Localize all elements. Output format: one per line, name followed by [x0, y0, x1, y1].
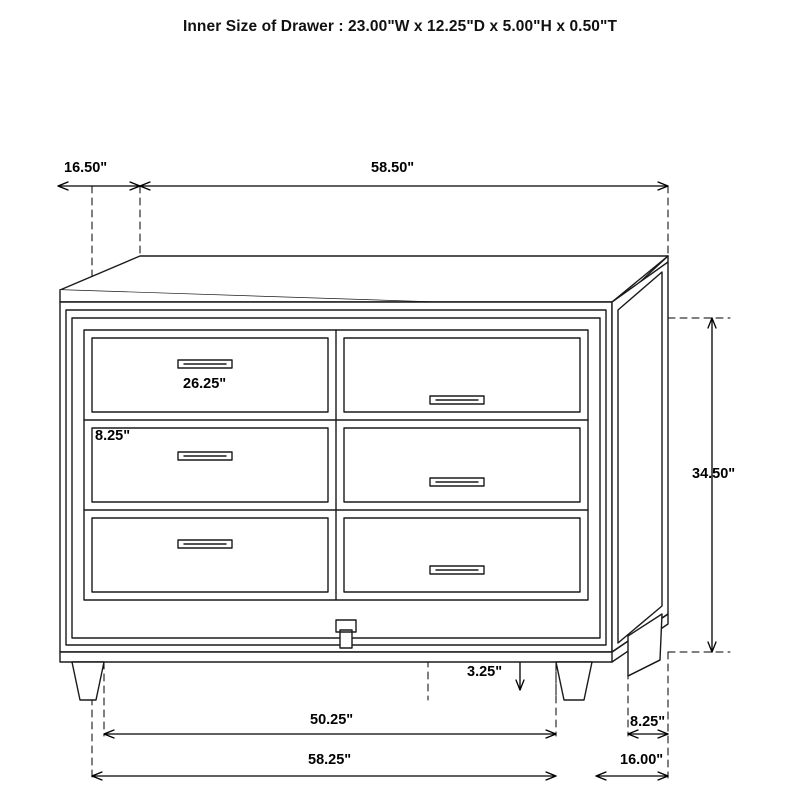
- dimension-label-leg-height: 3.25": [467, 664, 503, 680]
- dimension-label-drawer-width: 26.25": [183, 376, 227, 392]
- dimension-label-base-depth: 16.00": [620, 752, 664, 768]
- page-title: Inner Size of Drawer : 23.00"W x 12.25"D x 5.00"H x 0.50"T: [182, 18, 618, 35]
- dimension-label-base-width: 58.25": [308, 752, 352, 768]
- dimension-label-leg-depth: 8.25": [630, 714, 666, 730]
- dimension-label-width-top: 58.50": [371, 160, 415, 176]
- dimension-label-drawer-height: 8.25": [95, 428, 131, 444]
- dimension-label-base-inner: 50.25": [310, 712, 354, 728]
- dimension-label-height-right: 34.50": [692, 466, 736, 482]
- dimension-label-depth-top: 16.50": [64, 160, 108, 176]
